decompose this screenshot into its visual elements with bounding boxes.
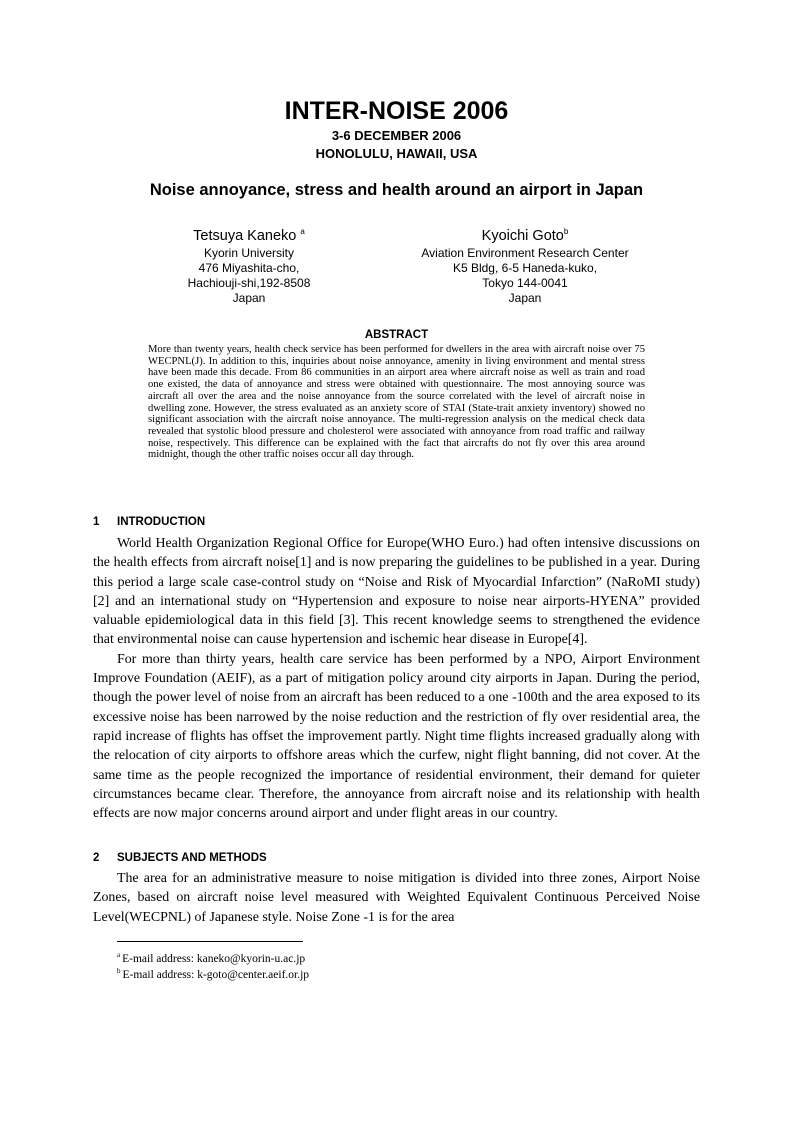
author-address: K5 Bldg, 6-5 Haneda-kuko, [452,261,598,276]
conference-dates: 3-6 DECEMBER 2006 [331,128,462,143]
section-body [93,534,700,823]
author-address: Hachiouji-shi,192-8508 [187,276,311,291]
author-address: 476 Miyashita-cho, [198,261,300,276]
abstract-text: More than twenty years, health check service has been performed for dwellers in the area with aircraft noise over 75 WECPNL(J). In addition to this, inquiries about noise annoyance, amenity in living environment and mental stress have been made this decade. From 86 communities in an airport area where aircraft noise as well as train and road one existed, the data of annoyance and stress were obtained with questionnaire. The most annoying source was aircraft all over the area and the noise annoyance from the source correlated with the level of aircraft noise in dwelling zone. However, the stress evaluated as an anxiety score of STAI (State-trait anxiety inventory) showed no significant association with the aircraft noise annoyance. The multi-regression analysis on the medical check data revealed that systolic blood pressure and cholesterol were associated with annoyance from road traffic and railway noise, respectively. This difference can be explained with the fact that aircrafts do not fly over this area around midnight, though the other traffic noises occur all day through. [148,344,645,461]
author-name: Kyoichi Goto$^b$ [481,227,569,244]
author-block [375,223,675,307]
author-address: Tokyo 144-0041 [482,276,568,291]
footnote-divider [117,941,303,942]
conference-title: INTER-NOISE 2006 [284,97,509,125]
author-mark: b [563,227,569,236]
section-number: 1 [93,516,100,528]
author-name: Tetsuya Kaneko $^a$ [193,227,305,244]
section-title: INTRODUCTION [117,516,206,528]
section-heading [93,515,205,529]
author-affiliation: Kyorin University [203,245,295,260]
footnote-text: E-mail address: kaneko@kyorin-u.ac.jp [122,952,306,965]
footnote-text: E-mail address: k-goto@center.aeif.or.jp [122,968,310,981]
section-body [93,869,700,927]
footnote-mark: a [117,951,121,959]
section-title: SUBJECTS AND METHODS [117,852,267,864]
author-country: Japan [508,291,542,306]
abstract-heading: ABSTRACT [364,329,429,341]
paper-title: Noise annoyance, stress and health around an airport in Japan [149,181,644,199]
author-block [99,223,399,307]
paragraph: The area for an administrative measure to noise mitigation is divided into three zones, Airport Noise Zones, based on aircraft noise level measured with Weighted Equivalent Continuous Perceived Noise Level(WECPNL) of Japanese style. Noise Zone -1 is for the area [93,871,700,925]
paragraph: World Health Organization Regional Office for Europe(WHO Euro.) had often intensive discussions on the health effects from aircraft noise[1] and is now preparing the guidelines to be published in a year. During this period a large scale case-control study on “Noise and Risk of Myocardial Infarction” (NaRoMI study) [2] and an international study on “Hypertension and exposure to noise near airports-HYENA” provided valuable epidemiological data in this field [3]. This recent knowledge seems to strengthened the evidence that environmental noise can cause hypertension and ischemic hear disease in Europe[4]. [93,536,700,648]
paragraph: For more than thirty years, health care service has been performed by a NPO, Airport Environment Improve Foundation (AEIF), as a part of mitigation policy around city airports in Japan. During the period, though the power level of noise from an aircraft has been reduced to a one -100th and the area exposed to its excessive noise has been narrowed by the noise reduction and the restriction of fly over residential area, the rapid increase of flights has offset the improvement partly. Night time flights increased gradually along with the relocation of city airports to offshore areas which the curfew, night flight banning, did not cover. At the same time as the people recognized the importance of residential environment, their demand for quieter circumstances became clear. Therefore, the annoyance from aircraft noise and its relationship with health effects are now major concerns around airport and under flight areas in our country. [93,651,700,822]
section-heading [93,851,267,865]
author-country: Japan [232,291,266,306]
author-affiliation: Aviation Environment Research Center [421,245,629,260]
author-mark: a [300,227,305,236]
footnote-mark: b [117,967,121,975]
footnote [117,964,309,982]
conference-location: HONOLULU, HAWAII, USA [315,146,478,161]
section-number: 2 [93,852,100,864]
